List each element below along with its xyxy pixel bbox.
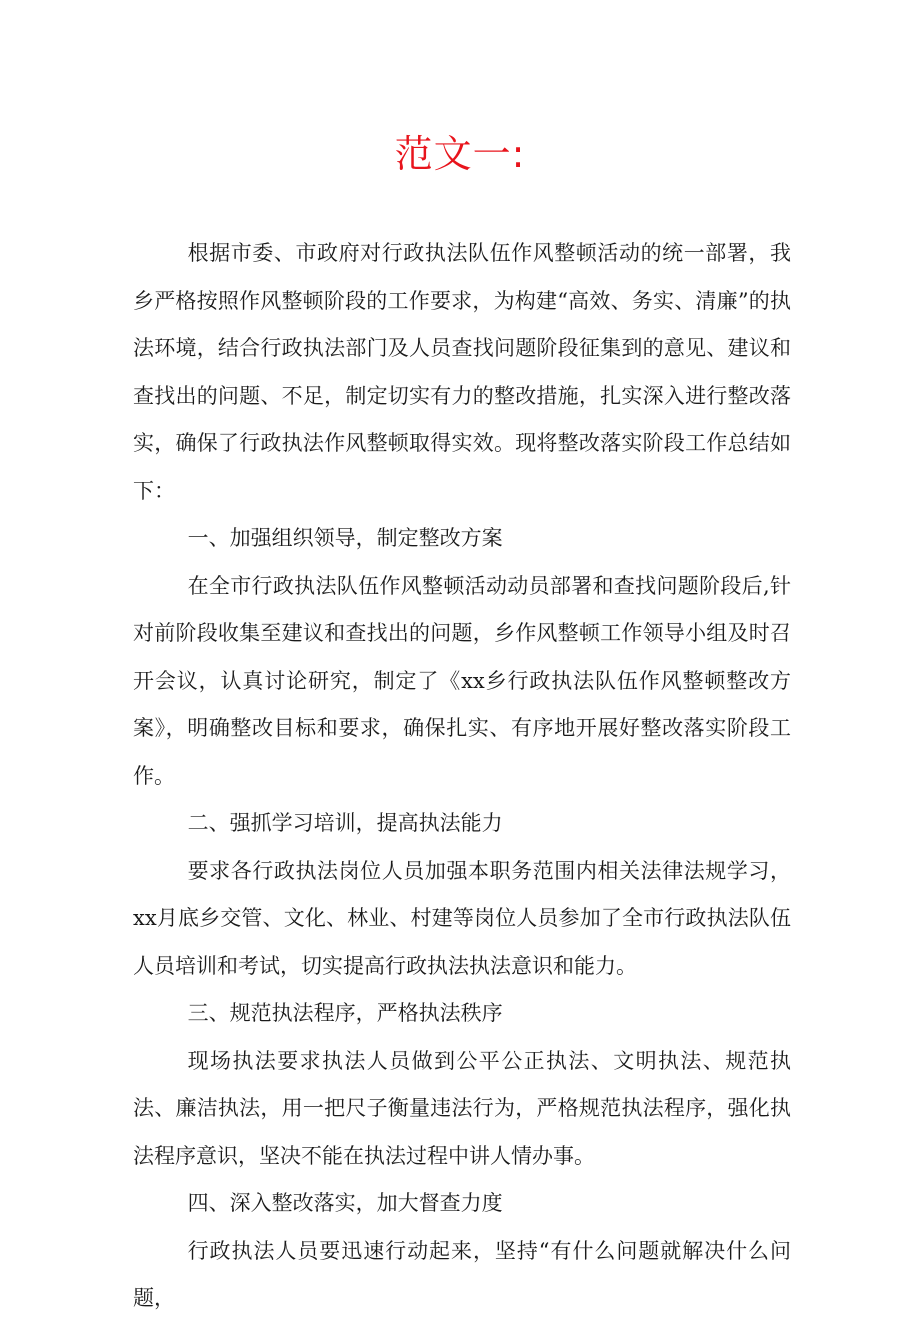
section-heading-2: 二、强抓学习培训，提高执法能力 — [187, 811, 503, 835]
section-paragraph-4: 行政执法人员要迅速行动起来，坚持“有什么问题就解决什么问题， — [133, 1238, 791, 1310]
document-title: 范文一: — [394, 132, 526, 176]
section-heading-1: 一、加强组织领导，制定整改方案 — [187, 526, 503, 550]
section-heading-3: 三、规范执法程序，严格执法秩序 — [187, 1001, 503, 1025]
section-heading-4: 四、深入整改落实，加大督查力度 — [187, 1191, 503, 1215]
section-paragraph-3: 现场执法要求执法人员做到公平公正执法、文明执法、规范执法、廉洁执法，用一把尺子衡量违法行为，严格规范执法程序，强化执法程序意识，坚决不能在执法过程中讲人情办事。 — [133, 1048, 791, 1168]
section-paragraph-2: 要求各行政执法岗位人员加强本职务范围内相关法律法规学习，xx月底乡交管、文化、林业、村建等岗位人员参加了全市行政执法队伍人员培训和考试，切实提高行政执法执法意识和能力。 — [133, 858, 791, 978]
intro-paragraph: 根据市委、市政府对行政执法队伍作风整顿活动的统一部署，我乡严格按照作风整顿阶段的工作要求，为构建“高效、务实、清廉”的执法环境，结合行政执法部门及人员查找问题阶段征集到的意见、建议和查找出的问题、不足，制定切实有力的整改措施，扎实深入进行整改落实，确保了行政执法作风整顿取得实效。现将整改落实阶段工作总结如下： — [133, 241, 791, 503]
section-paragraph-1: 在全市行政执法队伍作风整顿活动动员部署和查找问题阶段后,针对前阶段收集至建议和查找出的问题，乡作风整顿工作领导小组及时召开会议，认真讨论研究，制定了《xx乡行政执法队伍作风整顿整改方案》，明确整改目标和要求，确保扎实、有序地开展好整改落实阶段工作。 — [133, 573, 791, 788]
document-body — [133, 230, 791, 1323]
